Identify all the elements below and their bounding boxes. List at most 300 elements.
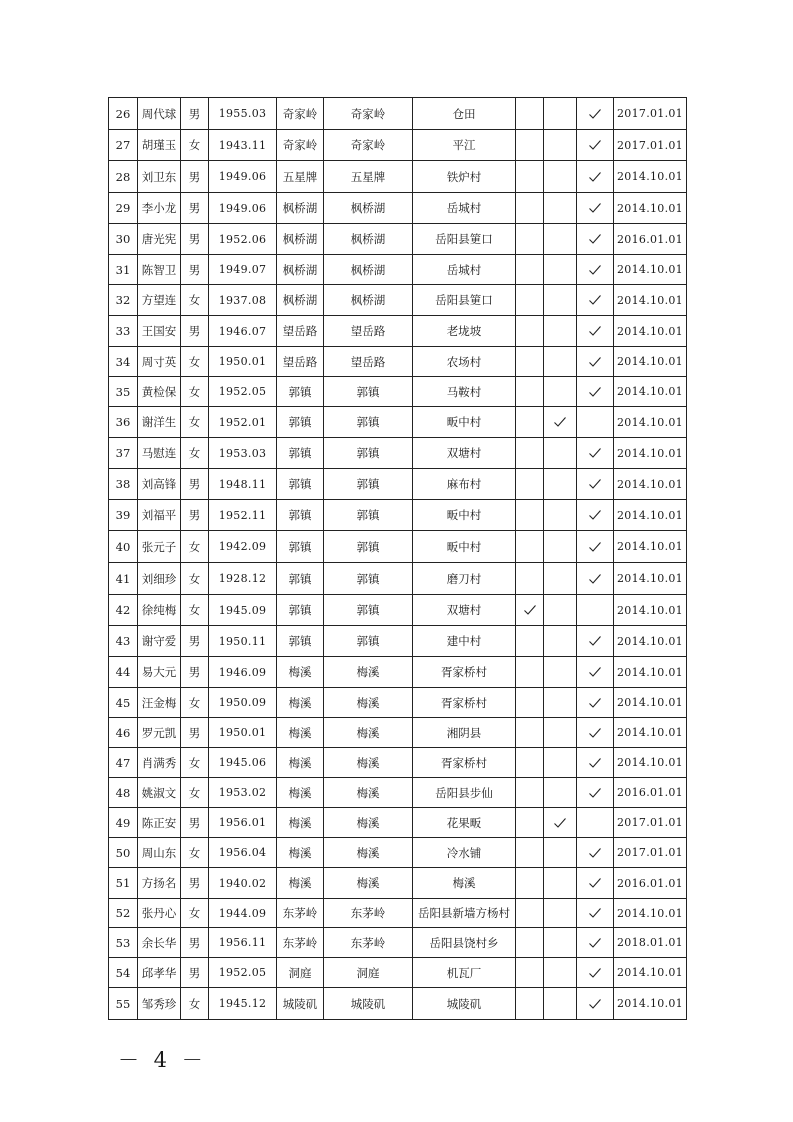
effective-date-cell: 2014.10.01 bbox=[614, 899, 687, 928]
record-number-cell: 32 bbox=[109, 285, 138, 316]
subdistrict-cell: 梅溪 bbox=[324, 657, 413, 688]
town-cell: 郭镇 bbox=[277, 438, 324, 469]
table-row bbox=[109, 899, 687, 928]
checkmark-icon bbox=[577, 573, 613, 585]
gender-cell: 女 bbox=[181, 347, 209, 377]
check-column-2-cell bbox=[544, 808, 577, 838]
checkmark-icon bbox=[577, 202, 613, 214]
person-name-cell: 方望连 bbox=[138, 285, 181, 316]
person-name-cell: 陈正安 bbox=[138, 808, 181, 838]
town-cell: 郭镇 bbox=[277, 563, 324, 595]
record-number-cell: 43 bbox=[109, 626, 138, 657]
person-name-cell: 周代球 bbox=[138, 98, 181, 130]
table-row bbox=[109, 161, 687, 193]
person-name-cell: 周山东 bbox=[138, 838, 181, 868]
effective-date-cell: 2014.10.01 bbox=[614, 500, 687, 531]
subdistrict-cell: 奇家岭 bbox=[324, 98, 413, 130]
effective-date-cell: 2016.01.01 bbox=[614, 224, 687, 255]
check-column-3-cell bbox=[577, 928, 614, 958]
town-cell: 梅溪 bbox=[277, 688, 324, 718]
person-name-cell: 邱孝华 bbox=[138, 958, 181, 988]
effective-date-cell: 2014.10.01 bbox=[614, 407, 687, 438]
record-number-cell: 45 bbox=[109, 688, 138, 718]
check-column-3-cell bbox=[577, 98, 614, 130]
table-row bbox=[109, 808, 687, 838]
checkmark-icon bbox=[577, 356, 613, 368]
gender-cell: 男 bbox=[181, 193, 209, 224]
town-cell: 梅溪 bbox=[277, 657, 324, 688]
village-cell: 胥家桥村 bbox=[413, 748, 516, 778]
record-number-cell: 39 bbox=[109, 500, 138, 531]
birth-date-cell: 1937.08 bbox=[209, 285, 277, 316]
village-cell: 畈中村 bbox=[413, 407, 516, 438]
town-cell: 东茅岭 bbox=[277, 899, 324, 928]
birth-date-cell: 1928.12 bbox=[209, 563, 277, 595]
check-column-2-cell bbox=[544, 469, 577, 500]
check-column-3-cell bbox=[577, 688, 614, 718]
subdistrict-cell: 五星牌 bbox=[324, 161, 413, 193]
check-column-1-cell bbox=[516, 928, 544, 958]
effective-date-cell: 2014.10.01 bbox=[614, 531, 687, 563]
subdistrict-cell: 郭镇 bbox=[324, 438, 413, 469]
town-cell: 郭镇 bbox=[277, 407, 324, 438]
check-column-1-cell bbox=[516, 193, 544, 224]
check-column-2-cell bbox=[544, 407, 577, 438]
check-column-2-cell bbox=[544, 255, 577, 285]
town-cell: 城陵矶 bbox=[277, 988, 324, 1020]
record-number-cell: 35 bbox=[109, 377, 138, 407]
record-number-cell: 27 bbox=[109, 130, 138, 161]
birth-date-cell: 1944.09 bbox=[209, 899, 277, 928]
check-column-3-cell bbox=[577, 626, 614, 657]
table-row bbox=[109, 193, 687, 224]
subdistrict-cell: 东茅岭 bbox=[324, 899, 413, 928]
check-column-1-cell bbox=[516, 407, 544, 438]
village-cell: 岳城村 bbox=[413, 255, 516, 285]
effective-date-cell: 2017.01.01 bbox=[614, 838, 687, 868]
table-row bbox=[109, 255, 687, 285]
town-cell: 望岳路 bbox=[277, 347, 324, 377]
gender-cell: 女 bbox=[181, 407, 209, 438]
subdistrict-cell: 洞庭 bbox=[324, 958, 413, 988]
checkmark-icon bbox=[577, 787, 613, 799]
village-cell: 梅溪 bbox=[413, 868, 516, 899]
gender-cell: 女 bbox=[181, 377, 209, 407]
record-number-cell: 34 bbox=[109, 347, 138, 377]
gender-cell: 女 bbox=[181, 748, 209, 778]
check-column-2-cell bbox=[544, 377, 577, 407]
birth-date-cell: 1952.05 bbox=[209, 958, 277, 988]
effective-date-cell: 2016.01.01 bbox=[614, 868, 687, 899]
check-column-2-cell bbox=[544, 688, 577, 718]
check-column-2-cell bbox=[544, 778, 577, 808]
effective-date-cell: 2017.01.01 bbox=[614, 130, 687, 161]
town-cell: 枫桥湖 bbox=[277, 224, 324, 255]
checkmark-icon bbox=[577, 386, 613, 398]
town-cell: 梅溪 bbox=[277, 718, 324, 748]
check-column-3-cell bbox=[577, 347, 614, 377]
town-cell: 郭镇 bbox=[277, 469, 324, 500]
gender-cell: 男 bbox=[181, 928, 209, 958]
subdistrict-cell: 枫桥湖 bbox=[324, 255, 413, 285]
birth-date-cell: 1948.11 bbox=[209, 469, 277, 500]
record-number-cell: 28 bbox=[109, 161, 138, 193]
gender-cell: 女 bbox=[181, 838, 209, 868]
birth-date-cell: 1949.06 bbox=[209, 193, 277, 224]
check-column-3-cell bbox=[577, 285, 614, 316]
subdistrict-cell: 郭镇 bbox=[324, 407, 413, 438]
check-column-2-cell bbox=[544, 626, 577, 657]
person-name-cell: 陈智卫 bbox=[138, 255, 181, 285]
record-number-cell: 52 bbox=[109, 899, 138, 928]
check-column-2-cell bbox=[544, 531, 577, 563]
effective-date-cell: 2014.10.01 bbox=[614, 595, 687, 626]
check-column-3-cell bbox=[577, 224, 614, 255]
checkmark-icon bbox=[577, 998, 613, 1010]
birth-date-cell: 1956.01 bbox=[209, 808, 277, 838]
subdistrict-cell: 梅溪 bbox=[324, 868, 413, 899]
birth-date-cell: 1956.11 bbox=[209, 928, 277, 958]
check-column-2-cell bbox=[544, 500, 577, 531]
table-row bbox=[109, 377, 687, 407]
check-column-2-cell bbox=[544, 595, 577, 626]
table-row bbox=[109, 778, 687, 808]
check-column-3-cell bbox=[577, 899, 614, 928]
record-number-cell: 33 bbox=[109, 316, 138, 347]
gender-cell: 男 bbox=[181, 98, 209, 130]
check-column-3-cell bbox=[577, 130, 614, 161]
birth-date-cell: 1950.01 bbox=[209, 718, 277, 748]
table-row bbox=[109, 928, 687, 958]
birth-date-cell: 1956.04 bbox=[209, 838, 277, 868]
check-column-1-cell bbox=[516, 347, 544, 377]
checkmark-icon bbox=[577, 509, 613, 521]
effective-date-cell: 2014.10.01 bbox=[614, 438, 687, 469]
effective-date-cell: 2014.10.01 bbox=[614, 718, 687, 748]
check-column-1-cell bbox=[516, 808, 544, 838]
village-cell: 机瓦厂 bbox=[413, 958, 516, 988]
record-number-cell: 53 bbox=[109, 928, 138, 958]
gender-cell: 男 bbox=[181, 469, 209, 500]
checkmark-icon bbox=[577, 937, 613, 949]
table-row bbox=[109, 316, 687, 347]
town-cell: 郭镇 bbox=[277, 377, 324, 407]
gender-cell: 女 bbox=[181, 778, 209, 808]
checkmark-icon bbox=[544, 817, 576, 829]
table-row bbox=[109, 688, 687, 718]
village-cell: 城陵矶 bbox=[413, 988, 516, 1020]
gender-cell: 女 bbox=[181, 130, 209, 161]
check-column-3-cell bbox=[577, 748, 614, 778]
effective-date-cell: 2014.10.01 bbox=[614, 255, 687, 285]
village-cell: 马鞍村 bbox=[413, 377, 516, 407]
record-number-cell: 46 bbox=[109, 718, 138, 748]
record-number-cell: 40 bbox=[109, 531, 138, 563]
person-name-cell: 刘卫东 bbox=[138, 161, 181, 193]
person-name-cell: 徐纯梅 bbox=[138, 595, 181, 626]
gender-cell: 男 bbox=[181, 626, 209, 657]
town-cell: 枫桥湖 bbox=[277, 285, 324, 316]
effective-date-cell: 2014.10.01 bbox=[614, 626, 687, 657]
check-column-1-cell bbox=[516, 285, 544, 316]
subdistrict-cell: 梅溪 bbox=[324, 838, 413, 868]
checkmark-icon bbox=[577, 967, 613, 979]
check-column-2-cell bbox=[544, 316, 577, 347]
birth-date-cell: 1943.11 bbox=[209, 130, 277, 161]
birth-date-cell: 1952.01 bbox=[209, 407, 277, 438]
birth-date-cell: 1949.06 bbox=[209, 161, 277, 193]
check-column-1-cell bbox=[516, 531, 544, 563]
birth-date-cell: 1949.07 bbox=[209, 255, 277, 285]
effective-date-cell: 2017.01.01 bbox=[614, 808, 687, 838]
subdistrict-cell: 郭镇 bbox=[324, 377, 413, 407]
subdistrict-cell: 东茅岭 bbox=[324, 928, 413, 958]
town-cell: 郭镇 bbox=[277, 531, 324, 563]
birth-date-cell: 1950.11 bbox=[209, 626, 277, 657]
check-column-3-cell bbox=[577, 531, 614, 563]
page-number: － 4 － bbox=[118, 1048, 207, 1072]
checkmark-icon bbox=[577, 877, 613, 889]
subdistrict-cell: 城陵矶 bbox=[324, 988, 413, 1020]
check-column-2-cell bbox=[544, 928, 577, 958]
checkmark-icon bbox=[577, 727, 613, 739]
town-cell: 郭镇 bbox=[277, 500, 324, 531]
check-column-1-cell bbox=[516, 316, 544, 347]
check-column-1-cell bbox=[516, 838, 544, 868]
record-number-cell: 48 bbox=[109, 778, 138, 808]
checkmark-icon bbox=[577, 108, 613, 120]
subdistrict-cell: 郭镇 bbox=[324, 531, 413, 563]
subdistrict-cell: 枫桥湖 bbox=[324, 224, 413, 255]
subdistrict-cell: 奇家岭 bbox=[324, 130, 413, 161]
person-name-cell: 肖满秀 bbox=[138, 748, 181, 778]
birth-date-cell: 1953.02 bbox=[209, 778, 277, 808]
town-cell: 洞庭 bbox=[277, 958, 324, 988]
village-cell: 畈中村 bbox=[413, 531, 516, 563]
gender-cell: 女 bbox=[181, 285, 209, 316]
check-column-2-cell bbox=[544, 347, 577, 377]
check-column-2-cell bbox=[544, 130, 577, 161]
checkmark-icon bbox=[577, 666, 613, 678]
gender-cell: 女 bbox=[181, 563, 209, 595]
table-row bbox=[109, 130, 687, 161]
checkmark-icon bbox=[577, 478, 613, 490]
table-row bbox=[109, 838, 687, 868]
town-cell: 五星牌 bbox=[277, 161, 324, 193]
person-name-cell: 方扬名 bbox=[138, 868, 181, 899]
record-number-cell: 47 bbox=[109, 748, 138, 778]
check-column-1-cell bbox=[516, 438, 544, 469]
checkmark-icon bbox=[577, 171, 613, 183]
gender-cell: 男 bbox=[181, 500, 209, 531]
town-cell: 梅溪 bbox=[277, 748, 324, 778]
effective-date-cell: 2014.10.01 bbox=[614, 958, 687, 988]
table-row bbox=[109, 469, 687, 500]
effective-date-cell: 2014.10.01 bbox=[614, 347, 687, 377]
record-number-cell: 38 bbox=[109, 469, 138, 500]
checkmark-icon bbox=[544, 416, 576, 428]
effective-date-cell: 2014.10.01 bbox=[614, 377, 687, 407]
subdistrict-cell: 梅溪 bbox=[324, 688, 413, 718]
effective-date-cell: 2014.10.01 bbox=[614, 193, 687, 224]
checkmark-icon bbox=[577, 264, 613, 276]
person-name-cell: 刘细珍 bbox=[138, 563, 181, 595]
gender-cell: 男 bbox=[181, 958, 209, 988]
gender-cell: 女 bbox=[181, 988, 209, 1020]
birth-date-cell: 1952.11 bbox=[209, 500, 277, 531]
village-cell: 岳阳县步仙 bbox=[413, 778, 516, 808]
check-column-2-cell bbox=[544, 899, 577, 928]
person-name-cell: 李小龙 bbox=[138, 193, 181, 224]
town-cell: 奇家岭 bbox=[277, 98, 324, 130]
village-cell: 平江 bbox=[413, 130, 516, 161]
birth-date-cell: 1955.03 bbox=[209, 98, 277, 130]
checkmark-icon bbox=[577, 541, 613, 553]
subdistrict-cell: 梅溪 bbox=[324, 748, 413, 778]
check-column-1-cell bbox=[516, 469, 544, 500]
check-column-1-cell bbox=[516, 657, 544, 688]
village-cell: 胥家桥村 bbox=[413, 657, 516, 688]
person-name-cell: 罗元凯 bbox=[138, 718, 181, 748]
check-column-1-cell bbox=[516, 688, 544, 718]
table-row bbox=[109, 407, 687, 438]
check-column-1-cell bbox=[516, 377, 544, 407]
town-cell: 望岳路 bbox=[277, 316, 324, 347]
person-name-cell: 王国安 bbox=[138, 316, 181, 347]
gender-cell: 女 bbox=[181, 438, 209, 469]
check-column-1-cell bbox=[516, 255, 544, 285]
birth-date-cell: 1945.06 bbox=[209, 748, 277, 778]
village-cell: 冷水铺 bbox=[413, 838, 516, 868]
village-cell: 岳阳县饶村乡 bbox=[413, 928, 516, 958]
table-row bbox=[109, 748, 687, 778]
check-column-1-cell bbox=[516, 500, 544, 531]
village-cell: 双塘村 bbox=[413, 595, 516, 626]
check-column-3-cell bbox=[577, 778, 614, 808]
checkmark-icon bbox=[516, 604, 543, 616]
effective-date-cell: 2016.01.01 bbox=[614, 778, 687, 808]
gender-cell: 女 bbox=[181, 688, 209, 718]
check-column-3-cell bbox=[577, 838, 614, 868]
person-name-cell: 马慰连 bbox=[138, 438, 181, 469]
gender-cell: 女 bbox=[181, 899, 209, 928]
effective-date-cell: 2014.10.01 bbox=[614, 988, 687, 1020]
record-number-cell: 31 bbox=[109, 255, 138, 285]
check-column-3-cell bbox=[577, 868, 614, 899]
gender-cell: 男 bbox=[181, 657, 209, 688]
table-row bbox=[109, 438, 687, 469]
checkmark-icon bbox=[577, 139, 613, 151]
record-number-cell: 37 bbox=[109, 438, 138, 469]
person-name-cell: 唐光宪 bbox=[138, 224, 181, 255]
check-column-1-cell bbox=[516, 868, 544, 899]
table-row bbox=[109, 868, 687, 899]
effective-date-cell: 2014.10.01 bbox=[614, 469, 687, 500]
check-column-1-cell bbox=[516, 718, 544, 748]
record-number-cell: 54 bbox=[109, 958, 138, 988]
table-row bbox=[109, 285, 687, 316]
birth-date-cell: 1942.09 bbox=[209, 531, 277, 563]
gender-cell: 男 bbox=[181, 718, 209, 748]
check-column-3-cell bbox=[577, 563, 614, 595]
check-column-3-cell bbox=[577, 407, 614, 438]
record-number-cell: 44 bbox=[109, 657, 138, 688]
record-number-cell: 26 bbox=[109, 98, 138, 130]
subdistrict-cell: 望岳路 bbox=[324, 316, 413, 347]
checkmark-icon bbox=[577, 907, 613, 919]
effective-date-cell: 2014.10.01 bbox=[614, 657, 687, 688]
check-column-2-cell bbox=[544, 438, 577, 469]
person-name-cell: 汪金梅 bbox=[138, 688, 181, 718]
table-row bbox=[109, 531, 687, 563]
town-cell: 郭镇 bbox=[277, 626, 324, 657]
check-column-1-cell bbox=[516, 563, 544, 595]
birth-date-cell: 1946.09 bbox=[209, 657, 277, 688]
town-cell: 梅溪 bbox=[277, 838, 324, 868]
birth-date-cell: 1940.02 bbox=[209, 868, 277, 899]
village-cell: 岳阳县筻口 bbox=[413, 224, 516, 255]
check-column-1-cell bbox=[516, 988, 544, 1020]
check-column-3-cell bbox=[577, 438, 614, 469]
records-table bbox=[108, 97, 687, 1020]
person-name-cell: 易大元 bbox=[138, 657, 181, 688]
subdistrict-cell: 郭镇 bbox=[324, 626, 413, 657]
person-name-cell: 胡瑾玉 bbox=[138, 130, 181, 161]
checkmark-icon bbox=[577, 697, 613, 709]
effective-date-cell: 2014.10.01 bbox=[614, 688, 687, 718]
subdistrict-cell: 望岳路 bbox=[324, 347, 413, 377]
check-column-1-cell bbox=[516, 161, 544, 193]
village-cell: 铁炉村 bbox=[413, 161, 516, 193]
check-column-3-cell bbox=[577, 718, 614, 748]
check-column-3-cell bbox=[577, 193, 614, 224]
village-cell: 花果畈 bbox=[413, 808, 516, 838]
subdistrict-cell: 郭镇 bbox=[324, 563, 413, 595]
check-column-3-cell bbox=[577, 161, 614, 193]
birth-date-cell: 1953.03 bbox=[209, 438, 277, 469]
village-cell: 岳阳县筻口 bbox=[413, 285, 516, 316]
check-column-1-cell bbox=[516, 778, 544, 808]
checkmark-icon bbox=[577, 757, 613, 769]
record-number-cell: 30 bbox=[109, 224, 138, 255]
check-column-1-cell bbox=[516, 224, 544, 255]
birth-date-cell: 1945.09 bbox=[209, 595, 277, 626]
table-row bbox=[109, 626, 687, 657]
town-cell: 枫桥湖 bbox=[277, 193, 324, 224]
check-column-1-cell bbox=[516, 98, 544, 130]
subdistrict-cell: 梅溪 bbox=[324, 808, 413, 838]
town-cell: 枫桥湖 bbox=[277, 255, 324, 285]
record-number-cell: 51 bbox=[109, 868, 138, 899]
gender-cell: 女 bbox=[181, 595, 209, 626]
effective-date-cell: 2014.10.01 bbox=[614, 161, 687, 193]
subdistrict-cell: 枫桥湖 bbox=[324, 285, 413, 316]
town-cell: 东茅岭 bbox=[277, 928, 324, 958]
town-cell: 梅溪 bbox=[277, 778, 324, 808]
village-cell: 岳阳县新墙方杨村 bbox=[413, 899, 516, 928]
town-cell: 梅溪 bbox=[277, 868, 324, 899]
record-number-cell: 41 bbox=[109, 563, 138, 595]
table-row bbox=[109, 347, 687, 377]
birth-date-cell: 1950.01 bbox=[209, 347, 277, 377]
check-column-2-cell bbox=[544, 838, 577, 868]
town-cell: 郭镇 bbox=[277, 595, 324, 626]
record-number-cell: 49 bbox=[109, 808, 138, 838]
checkmark-icon bbox=[577, 233, 613, 245]
checkmark-icon bbox=[577, 635, 613, 647]
table-row bbox=[109, 98, 687, 130]
check-column-3-cell bbox=[577, 316, 614, 347]
